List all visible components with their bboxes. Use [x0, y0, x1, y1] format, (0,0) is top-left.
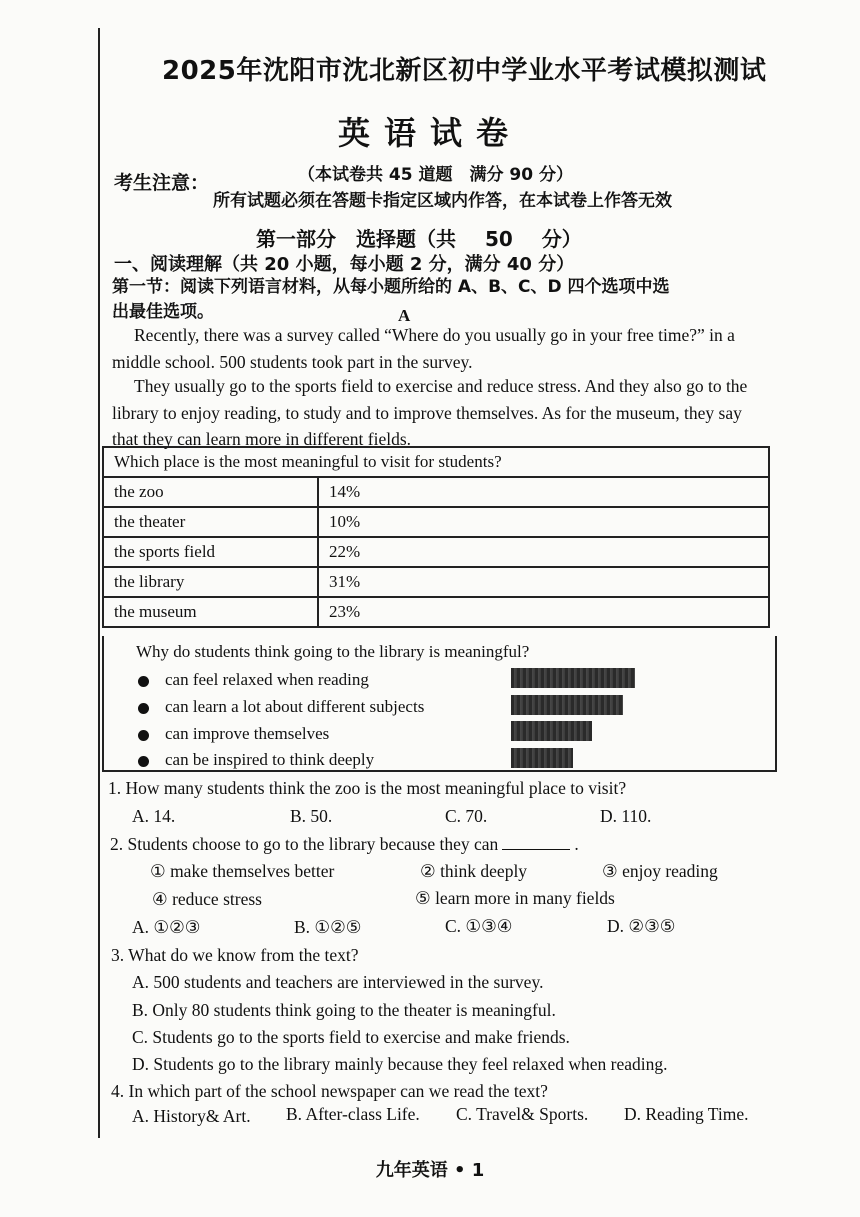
question-2-stem [110, 834, 579, 855]
question-3-option-b: B. Only 80 students think going to the theater is meaningful. [132, 1000, 556, 1020]
question-1-option-d: D. 110. [600, 806, 652, 826]
question-1-option-a: A. 14. [132, 806, 176, 826]
table-percent: 10% [318, 507, 769, 537]
question-3-option-a: A. 500 students and teachers are interviewed in the survey. [132, 972, 544, 992]
table-row [103, 597, 769, 627]
question-1-option-c: C. 70. [445, 806, 488, 826]
table-place: the theater [103, 507, 318, 537]
reason-bar [511, 668, 635, 688]
reason-item [138, 724, 329, 744]
candidate-notice-text: 所有试题必须在答题卡指定区域内作答，在本试卷上作答无效 [213, 191, 672, 211]
exam-scope-note: （本试卷共 45 道题 满分 90 分） [298, 165, 573, 185]
reasons-question: Why do students think going to the library is meaningful? [136, 642, 530, 661]
question-2-statement-5: ⑤ learn more in many fields [415, 888, 615, 908]
question-4-option-d: D. Reading Time. [624, 1104, 749, 1124]
question-2-statement-1: ① make themselves better [150, 861, 335, 881]
bullet-icon [138, 756, 149, 767]
question-2-option-d: D. ②③⑤ [607, 916, 676, 936]
question-3-option-c: C. Students go to the sports field to exercise and make friends. [132, 1027, 570, 1047]
table-percent: 14% [318, 477, 769, 507]
survey-table [102, 446, 770, 628]
table-place: the zoo [103, 477, 318, 507]
reason-bar [511, 695, 623, 715]
subject-title: 英语试卷 [337, 114, 522, 152]
page-footer: 九年英语 • 1 [375, 1160, 485, 1181]
table-row [103, 567, 769, 597]
question-3-option-d: D. Students go to the library mainly because they feel relaxed when reading. [132, 1054, 668, 1074]
reason-text: can learn a lot about different subjects [165, 697, 425, 716]
question-3-stem: 3. What do we know from the text? [111, 945, 359, 965]
table-row [103, 507, 769, 537]
passage-paragraph-2: They usually go to the sports field to exercise and reduce stress. And they also go to the library to enjoy reading, to study and to improve themselves. As for the museum, they say that they can learn more in different fields. [112, 376, 748, 449]
table-header-row [103, 447, 769, 477]
reason-bar [511, 721, 592, 741]
question-2-statement-4: ④ reduce stress [152, 889, 262, 909]
reason-text: can be inspired to think deeply [165, 750, 375, 769]
table-place: the sports field [103, 537, 318, 567]
table-percent: 31% [318, 567, 769, 597]
question-2-stem-end: . [574, 834, 579, 854]
passage-label: A [398, 306, 411, 325]
reason-text: can improve themselves [165, 724, 330, 743]
question-2-statement-2: ② think deeply [420, 861, 528, 881]
bullet-icon [138, 730, 149, 741]
reason-item [138, 697, 424, 717]
instruction-line-2: 出最佳选项。 [112, 302, 214, 322]
question-2-option-c: C. ①③④ [445, 916, 513, 936]
question-2-option-a: A. ①②③ [132, 917, 201, 937]
section-heading: 一、阅读理解（共 20 小题，每小题 2 分，满分 40 分） [114, 254, 575, 275]
bullet-icon [138, 703, 149, 714]
table-place: the library [103, 567, 318, 597]
reason-bar [511, 748, 573, 768]
exam-title: 2025年沈阳市沈北新区初中学业水平考试模拟测试 [162, 56, 767, 86]
reason-text: can feel relaxed when reading [165, 670, 369, 689]
binding-margin-line [98, 28, 100, 1138]
question-1-stem: 1. How many students think the zoo is the most meaningful place to visit? [108, 778, 627, 798]
bullet-icon [138, 676, 149, 687]
part-heading: 第一部分 选择题（共 50 分） [256, 227, 582, 251]
table-question: Which place is the most meaningful to visit for students? [103, 447, 769, 477]
answer-blank [502, 849, 570, 850]
question-4-stem: 4. In which part of the school newspaper can we read the text? [111, 1081, 548, 1101]
table-row [103, 537, 769, 567]
table-percent: 22% [318, 537, 769, 567]
table-percent: 23% [318, 597, 769, 627]
question-2-statement-3: ③ enjoy reading [602, 861, 718, 881]
reason-item [138, 670, 369, 690]
question-2-stem-text: 2. Students choose to go to the library because they can [110, 834, 499, 854]
question-2-option-b: B. ①②⑤ [294, 917, 362, 937]
table-place: the museum [103, 597, 318, 627]
reason-item [138, 750, 374, 770]
table-row [103, 477, 769, 507]
candidate-notice-label: 考生注意： [114, 172, 210, 194]
question-4-option-c: C. Travel& Sports. [456, 1104, 589, 1124]
passage-paragraph-1: Recently, there was a survey called “Where do you usually go in your free time?” in a middle school. 500 students took part in the survey. [112, 325, 735, 372]
instruction-line-1: 第一节：阅读下列语言材料，从每小题所给的 A、B、C、D 四个选项中选 [112, 277, 670, 297]
question-4-option-a: A. History& Art. [132, 1106, 251, 1126]
question-4-option-b: B. After-class Life. [286, 1104, 420, 1124]
library-reasons-box [102, 636, 777, 772]
question-1-option-b: B. 50. [290, 806, 333, 826]
